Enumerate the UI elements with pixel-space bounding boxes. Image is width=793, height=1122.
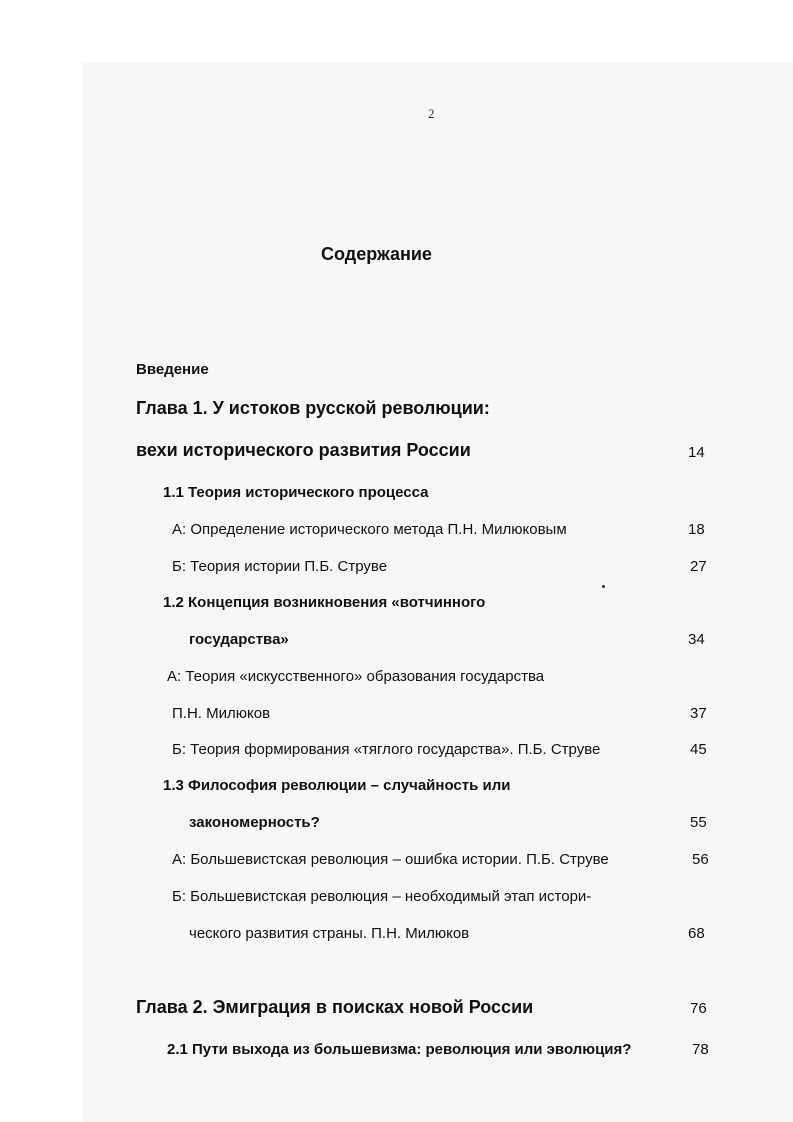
toc-title: Содержание bbox=[321, 244, 432, 264]
section-1-3-page: 55 bbox=[690, 814, 707, 831]
page-sheet bbox=[82, 62, 793, 1122]
chapter-2-title: Глава 2. Эмиграция в поисках новой России bbox=[136, 997, 534, 1017]
section-1-2-b: Б: Теория формирования «тяглого государства». П.Б. Струве bbox=[172, 741, 601, 758]
section-1-3-b-line1: Б: Большевистская революция – необходимый этап истори- bbox=[172, 888, 592, 905]
section-1-1-a: А: Определение исторического метода П.Н. Милюковым bbox=[172, 521, 567, 538]
section-1-1-b-page: 27 bbox=[690, 558, 707, 575]
section-1-2-a-page: 37 bbox=[690, 705, 707, 722]
page-number: 2 bbox=[428, 106, 435, 121]
section-1-2-title-line2: государства» bbox=[189, 631, 289, 648]
speck-mark bbox=[602, 585, 605, 588]
toc-intro: Введение bbox=[136, 361, 209, 378]
section-1-3-title-line1: 1.3 Философия революции – случайность или bbox=[163, 777, 511, 794]
section-1-1-b: Б: Теория истории П.Б. Струве bbox=[172, 558, 388, 575]
section-1-1-title: 1.1 Теория исторического процесса bbox=[163, 484, 429, 501]
section-1-2-a-line1: А: Теория «искусственного» образования государства bbox=[167, 668, 545, 685]
section-1-2-title-line1: 1.2 Концепция возникновения «вотчинного bbox=[163, 594, 486, 611]
section-1-3-title-line2: закономерность? bbox=[189, 814, 320, 831]
section-1-3-b-line2: ческого развития страны. П.Н. Милюков bbox=[189, 925, 470, 942]
chapter-1-title-line2: вехи исторического развития России bbox=[136, 440, 471, 460]
chapter-1-title-line1: Глава 1. У истоков русской революции: bbox=[136, 398, 490, 418]
section-1-3-b-page: 68 bbox=[688, 925, 705, 942]
chapter-1-page: 14 bbox=[688, 444, 705, 461]
chapter-2-page: 76 bbox=[690, 1000, 707, 1017]
section-2-1-page: 78 bbox=[692, 1041, 709, 1058]
section-1-2-a-line2: П.Н. Милюков bbox=[172, 705, 271, 722]
section-1-2-b-page: 45 bbox=[690, 741, 707, 758]
section-1-1-a-page: 18 bbox=[688, 521, 705, 538]
section-1-3-a: А: Большевистская революция – ошибка истории. П.Б. Струве bbox=[172, 851, 609, 868]
section-1-3-a-page: 56 bbox=[692, 851, 709, 868]
section-1-2-page: 34 bbox=[688, 631, 705, 648]
section-2-1-title: 2.1 Пути выхода из большевизма: революция или эволюция? bbox=[167, 1041, 632, 1058]
